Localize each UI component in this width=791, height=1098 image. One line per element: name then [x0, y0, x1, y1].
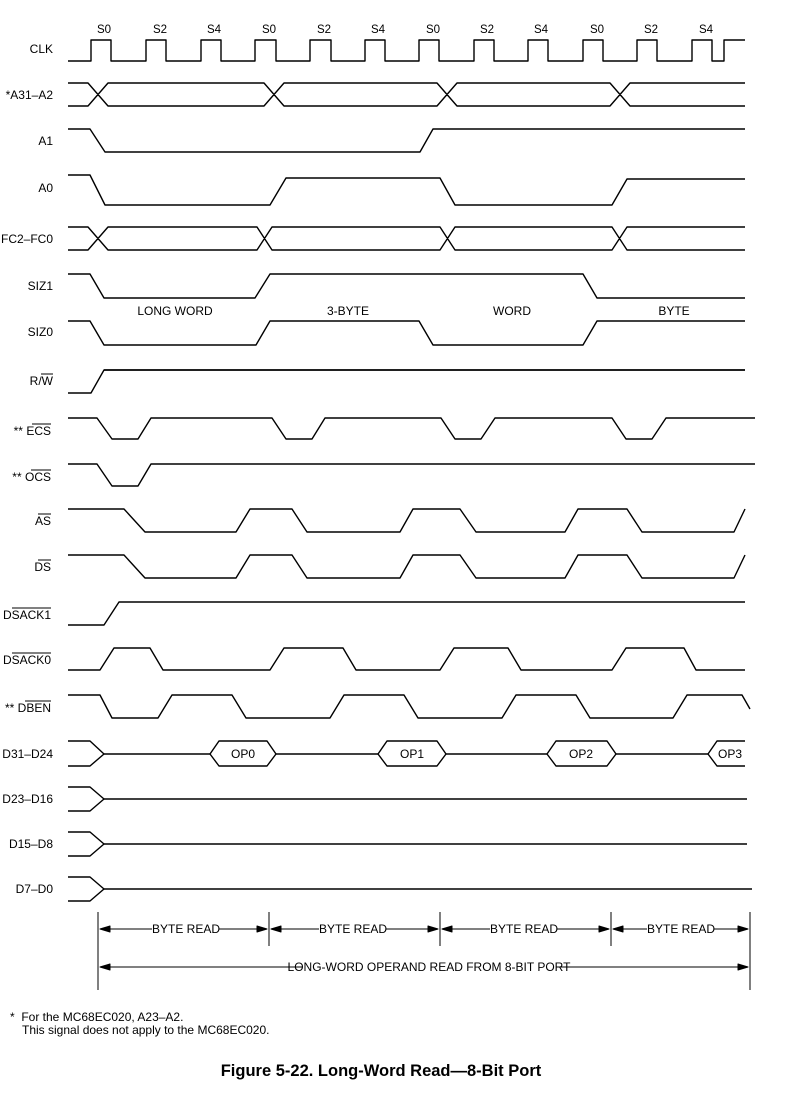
signal-label-siz1: SIZ1 [27, 279, 53, 293]
signal-label-d15: D15–D8 [8, 837, 53, 851]
size-label: 3-BYTE [326, 304, 370, 318]
signal-label-addr: *A31–A2 [5, 88, 53, 102]
ds-waveform [68, 555, 745, 578]
footnote-2-text: This signal does not apply to the MC68EC020. [22, 1023, 270, 1037]
signal-label-d31: D31–D24 [2, 747, 53, 761]
signal-labels [1, 42, 54, 896]
state-label: S2 [479, 24, 495, 36]
signal-label-dsack1: DSACK1 [2, 608, 51, 622]
a0-waveform [68, 175, 745, 205]
a1-waveform [68, 129, 745, 152]
operand-label: OP3 [717, 747, 743, 761]
long-word-label: LONG-WORD OPERAND READ FROM 8-BIT PORT [287, 960, 571, 974]
signal-label-ocs: ** OCS [12, 470, 51, 484]
byte-read-label: BYTE READ [318, 922, 388, 936]
state-label: S2 [152, 24, 168, 36]
state-label: S2 [316, 24, 332, 36]
signal-label-dsack0: DSACK0 [2, 653, 51, 667]
signal-label-clk: CLK [29, 42, 53, 56]
state-label: S4 [370, 24, 386, 36]
ecs-waveform [68, 418, 755, 439]
footnote-2 [22, 1024, 269, 1037]
byte-read-label: BYTE READ [489, 922, 559, 936]
dsack1-waveform [68, 602, 745, 625]
state-label: S2 [643, 24, 659, 36]
size-labels [137, 304, 689, 318]
signal-label-d7: D7–D0 [15, 882, 53, 896]
state-label: S4 [206, 24, 222, 36]
operand-label: OP0 [230, 747, 256, 761]
size-label: WORD [493, 304, 531, 318]
signal-label-ds: DS [34, 560, 51, 574]
state-labels [97, 24, 714, 36]
byte-read-label: BYTE READ [151, 922, 221, 936]
signal-label-d23: D23–D16 [2, 792, 53, 806]
rw-waveform [68, 370, 745, 393]
state-label: S0 [589, 24, 605, 36]
d15-waveform [68, 832, 747, 856]
signal-label-siz0: SIZ0 [27, 325, 53, 339]
state-label: S0 [96, 24, 112, 36]
footnote-1-text: For the MC68EC020, A23–A2. [21, 1010, 184, 1024]
fc-bus-waveform [68, 227, 745, 250]
state-label: S0 [425, 24, 441, 36]
as-waveform [68, 509, 745, 532]
d7-waveform [68, 877, 752, 901]
signal-label-dben: ** DBEN [4, 701, 51, 715]
signal-label-fc: FC2–FC0 [0, 232, 53, 246]
addr-bus-waveform [68, 83, 745, 106]
figure-caption: Figure 5-22. Long-Word Read—8-Bit Port [220, 1062, 542, 1080]
clk-waveform [68, 40, 745, 61]
state-label: S4 [698, 24, 714, 36]
operand-label: OP1 [399, 747, 425, 761]
dsack0-waveform [68, 648, 745, 670]
operand-label: OP2 [568, 747, 594, 761]
dben-waveform [68, 695, 750, 718]
siz0-waveform [68, 321, 745, 345]
state-label: S0 [261, 24, 277, 36]
ocs-waveform [68, 464, 755, 486]
byte-read-label: BYTE READ [646, 922, 716, 936]
signal-label-rw: R/W [29, 374, 53, 388]
footnote-marker: * [10, 1010, 15, 1024]
size-label: BYTE [658, 304, 690, 318]
size-label: LONG WORD [137, 304, 213, 318]
siz1-waveform [68, 274, 745, 298]
signal-label-a0: A0 [38, 181, 53, 195]
signal-label-ecs: ** ECS [13, 424, 51, 438]
state-label: S4 [533, 24, 549, 36]
signal-label-as: AS [34, 514, 51, 528]
signal-label-a1: A1 [38, 134, 53, 148]
d23-waveform [68, 787, 747, 811]
